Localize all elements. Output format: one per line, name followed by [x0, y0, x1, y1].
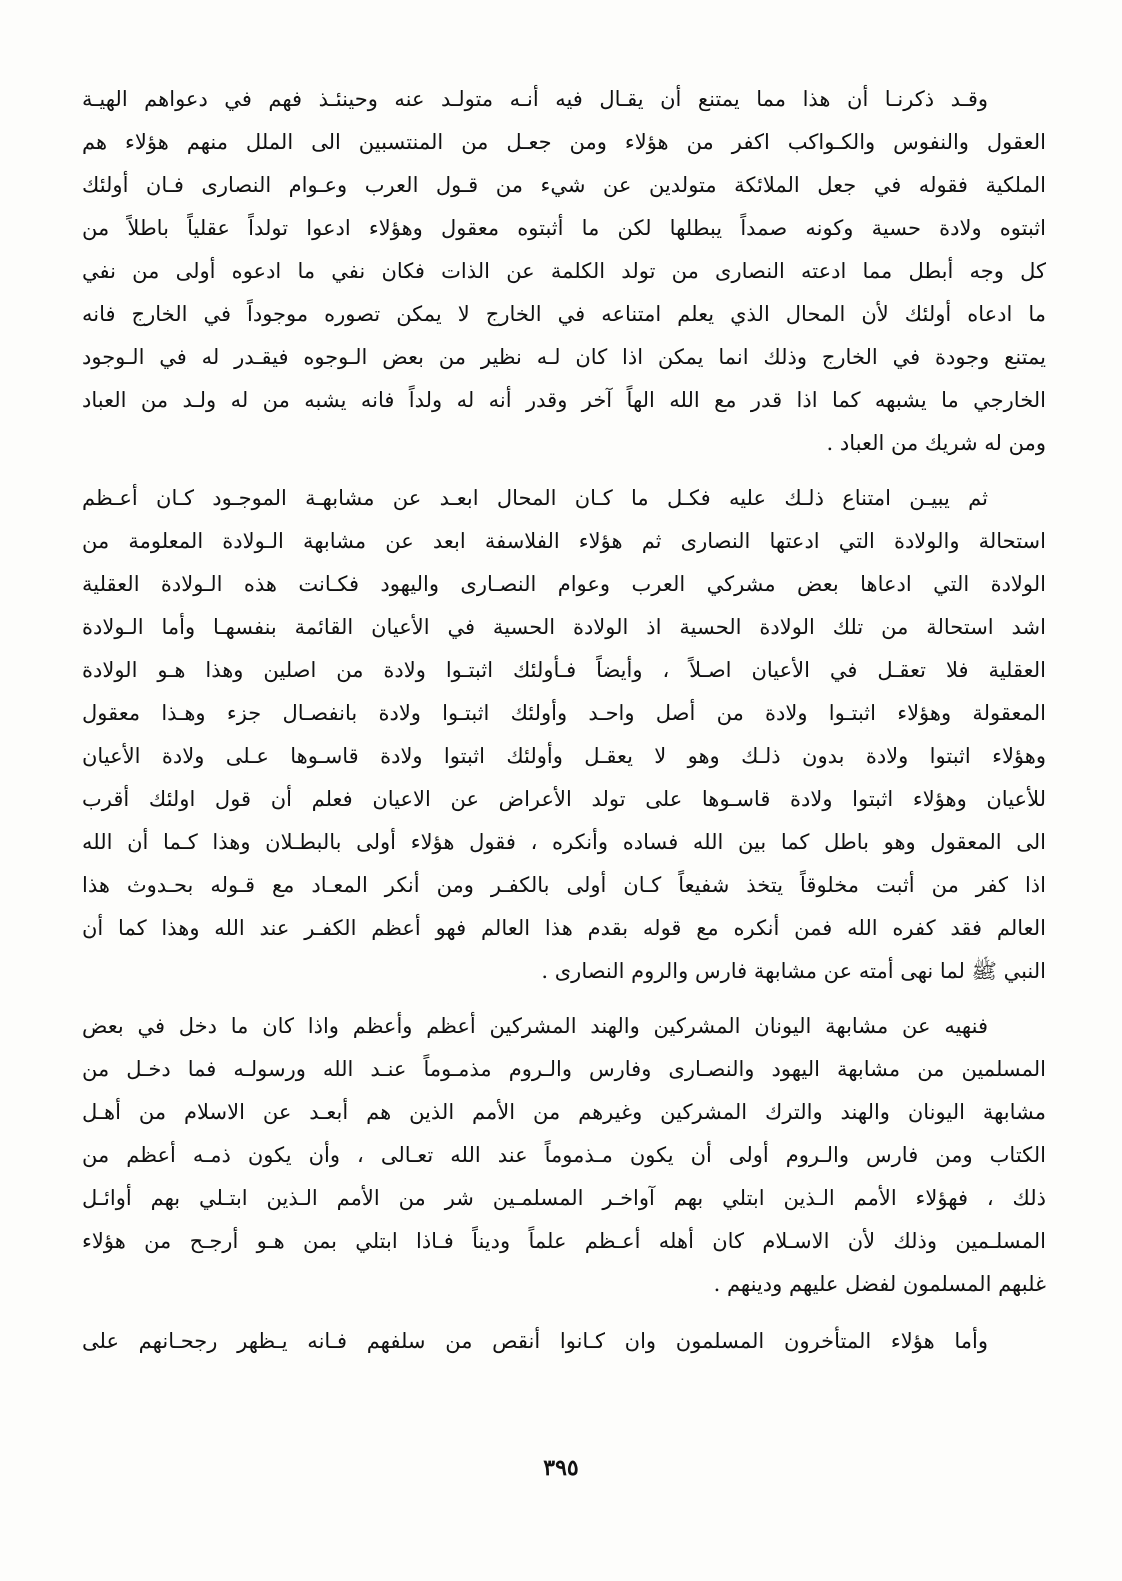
text-line: المسلـمين وذلك لأن الاسـلام كان أهله أعـظم علماً وديناً فـاذا ابتلي بمن هـو أرجـح من هؤلاء: [82, 1229, 1046, 1253]
text-line: اذا كفر من أثبت مخلوقاً يتخذ شفيعاً كـان أولى بالكفـر ومن أنكر المعـاد مع قـوله بحـدوث هذا: [82, 873, 1046, 897]
text-line: الخارجي ما يشبهه كما اذا قدر مع الله الهاً آخر وقدر أنه له ولداً فانه يشبه من له ولـد من العباد: [82, 388, 1046, 412]
paragraph-1: [82, 78, 1046, 465]
text-line: ثم يبيـن امتناع ذلـك عليه فكـل ما كـان المحال ابعـد عن مشابهـة الموجـود كـان أعـظم: [82, 486, 988, 510]
text-line: كل وجه أبطل مما ادعته النصارى من تولد الكلمة عن الذات فكان نفي ما ادعوه أولى من نفي: [82, 259, 1046, 283]
text-line: ومن له شريك من العباد .: [826, 431, 1046, 455]
text-line: اثبتوه ولادة حسية وكونه صمداً يبطلها لكن ما أثبتوه معقول وهؤلاء ادعوا تولداً عقلياً باطلاً من: [82, 216, 1046, 240]
text-line: الكتاب ومن فارس والـروم أولى أن يكون مـذموماً عند الله تعـالى ، وأن يكون ذمـه أعظم من: [82, 1143, 1046, 1167]
text-line: الى المعقول وهو باطل كما بين الله فساده وأنكره ، فقول هؤلاء أولى بالبطـلان وهذا كـما أن الله: [82, 830, 1046, 854]
text-line: ما ادعاه أولئك لأن المحال الذي يعلم امتناعه في الخارج لا يمكن تصوره موجوداً في الخارج فانه: [82, 302, 1046, 326]
text-line: المسلمين من مشابهة اليهود والنصـارى وفارس والـروم مذمـوماً عنـد الله ورسولـه فما دخـل من: [82, 1057, 1046, 1081]
text-line: العقلية فلا تعقـل في الأعيان اصـلاً ، وأيضاً فـأولئك اثبتـوا ولادة من اصلين وهذا هـو الولادة: [82, 658, 1046, 682]
text-line: ذلك ، فهؤلاء الأمم الـذين ابتلي بهم آواخـر المسلمـين شر من الأمم الـذين ابتـلي بهم أوائـل: [82, 1186, 1046, 1210]
page-number: ٣٩٥: [543, 1455, 579, 1481]
text-line: وأما هؤلاء المتأخرون المسلمون وان كـانوا أنقص من سلفهم فـانه يـظهر رجحـانهم على: [82, 1329, 988, 1353]
text-line: غلبهم المسلمون لفضل عليهم ودينهم .: [713, 1272, 1046, 1296]
text-line: الملكية فقوله في جعل الملائكة متولدين عن شيء من قـول العرب وعـوام النصارى فـان أولئك: [82, 173, 1046, 197]
text-line: للأعيان وهؤلاء اثبتوا ولادة قاسـوها على تولد الأعراض عن الاعيان فعلم أن قول اولئك أقرب: [82, 787, 1046, 811]
text-line: الولادة التي ادعاها بعض مشركي العرب وعوام النصـارى واليهود فكـانت هذه الـولادة العقلية: [82, 572, 1046, 596]
text-line: وهؤلاء اثبتوا ولادة بدون ذلـك وهو لا يعقـل وأولئك اثبتوا ولادة قاسـوها عـلى ولادة الأعيان: [82, 744, 1046, 768]
text-line: اشد استحالة من تلك الولادة الحسية اذ الولادة الحسية في الأعيان القائمة بنفسهـا وأما الـولادة: [82, 615, 1046, 639]
text-line: يمتنع وجودة في الخارج وذلك انما يمكن اذا كان لـه نظير من بعض الـوجوه فيقـدر له في الـوجود: [82, 345, 1046, 369]
text-line: مشابهة اليونان والهند والترك المشركين وغيرهم من الأمم الذين هم أبعـد عن الاسلام من أهـل: [82, 1100, 1046, 1124]
text-line: فنهيه عن مشابهة اليونان المشركين والهند المشركين أعظم وأعظم واذا كان ما دخل في بعض: [82, 1014, 988, 1038]
text-line: وقـد ذكرنـا أن هذا مما يمتنع أن يقـال فيه أنـه متولـد عنه وحينئـذ فهم في دعواهم الهيـة: [82, 87, 988, 111]
text-line: العالم فقد كفره الله فمن أنكره مع قوله بقدم هذا العالم فهو أعظم الكفـر عند الله وهذا كما أن: [82, 916, 1046, 940]
text-line: العقول والنفوس والكـواكب اكفر من هؤلاء ومن جعـل من المنتسبين الى الملل منهم هؤلاء هم: [82, 130, 1046, 154]
paragraph-3: [82, 1005, 1046, 1306]
text-line: النبي ﷺ لما نهى أمته عن مشابهة فارس والروم النصارى .: [541, 959, 1046, 983]
paragraph-2: [82, 477, 1046, 993]
text-line: المعقولة وهؤلاء اثبتـوا ولادة من أصل واحـد وأولئك اثبتـوا ولادة بانفصـال جزء وهـذا معقول: [82, 701, 1046, 725]
text-line: استحالة والولادة التي ادعتها النصارى ثم هؤلاء الفلاسفة ابعد عن مشابهة الـولادة المعلومة من: [82, 529, 1046, 553]
body-text: [82, 78, 1046, 1363]
paragraph-4: [82, 1320, 1046, 1363]
